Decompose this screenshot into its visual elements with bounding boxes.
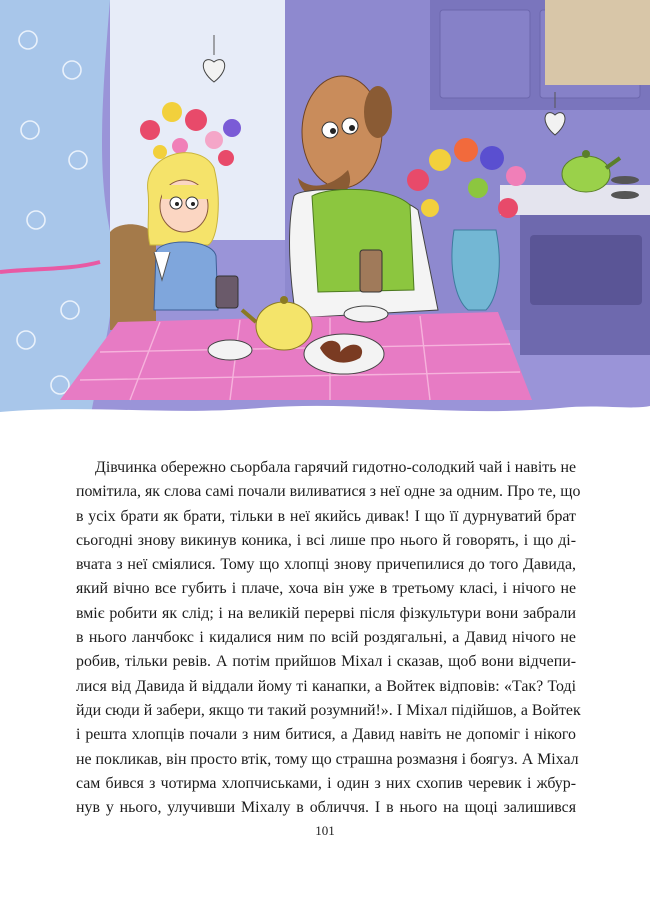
text-line: робив, тільки ревів. А потім прийшов Міхал і сказав, щоб вони відчепи- xyxy=(76,653,576,671)
text-line: не покликав, він просто втік, тому що страшна розмазня і боягуз. А Міхал xyxy=(76,750,579,768)
text-line: вміє робити як слід; і на великій перерві після фізкультури вони забрали xyxy=(76,604,576,622)
text-line: в усіх брати як брати, тільки в неї якийсь дивак! І що її дурнуватий брат xyxy=(76,507,576,525)
text-line: Дівчинка обережно сьорбала гарячий гидотно-солодкий чай і навіть не xyxy=(95,459,576,476)
text-line: сьогодні знову викинув коника, і всі лише про нього й говорять, і що ді- xyxy=(76,531,576,549)
text-line: і решта хлопців почали з ним битися, а Давид навіть не допоміг і нікого xyxy=(76,726,576,744)
text-line: в нього ланчбокс і кидалися ним по всій роздягальні, а Давид нічого не xyxy=(76,629,576,647)
story-text xyxy=(76,456,581,820)
text-line: сам бився з чотирма хлопчиськами, і один з них схопив черевик і жбур- xyxy=(76,774,576,792)
page-number: 101 xyxy=(315,823,335,838)
text-line: який вічно все губить і плаче, хоча він уже в третьому класі, і нічого не xyxy=(76,580,576,598)
text-line: лися від Давида й віддали йому ті канапки, а Войтек відповів: «Так? Тоді xyxy=(76,677,576,695)
text-line: йди сюди й забери, якщо ти такий розумний!». І Міхал підійшов, а Войтек xyxy=(76,701,581,719)
text-line: нув у нього, улучивши Міхалу в обличчя. І в нього на щоці залишився xyxy=(76,799,576,817)
kitchen-illustration xyxy=(0,0,650,430)
text-line: помітила, як слова самі почали виливатися з неї одне за одним. Про те, що xyxy=(76,483,581,501)
text-line: вчата з неї сміялися. Тому що хлопці знову причепилися до того Давида, xyxy=(76,556,576,574)
